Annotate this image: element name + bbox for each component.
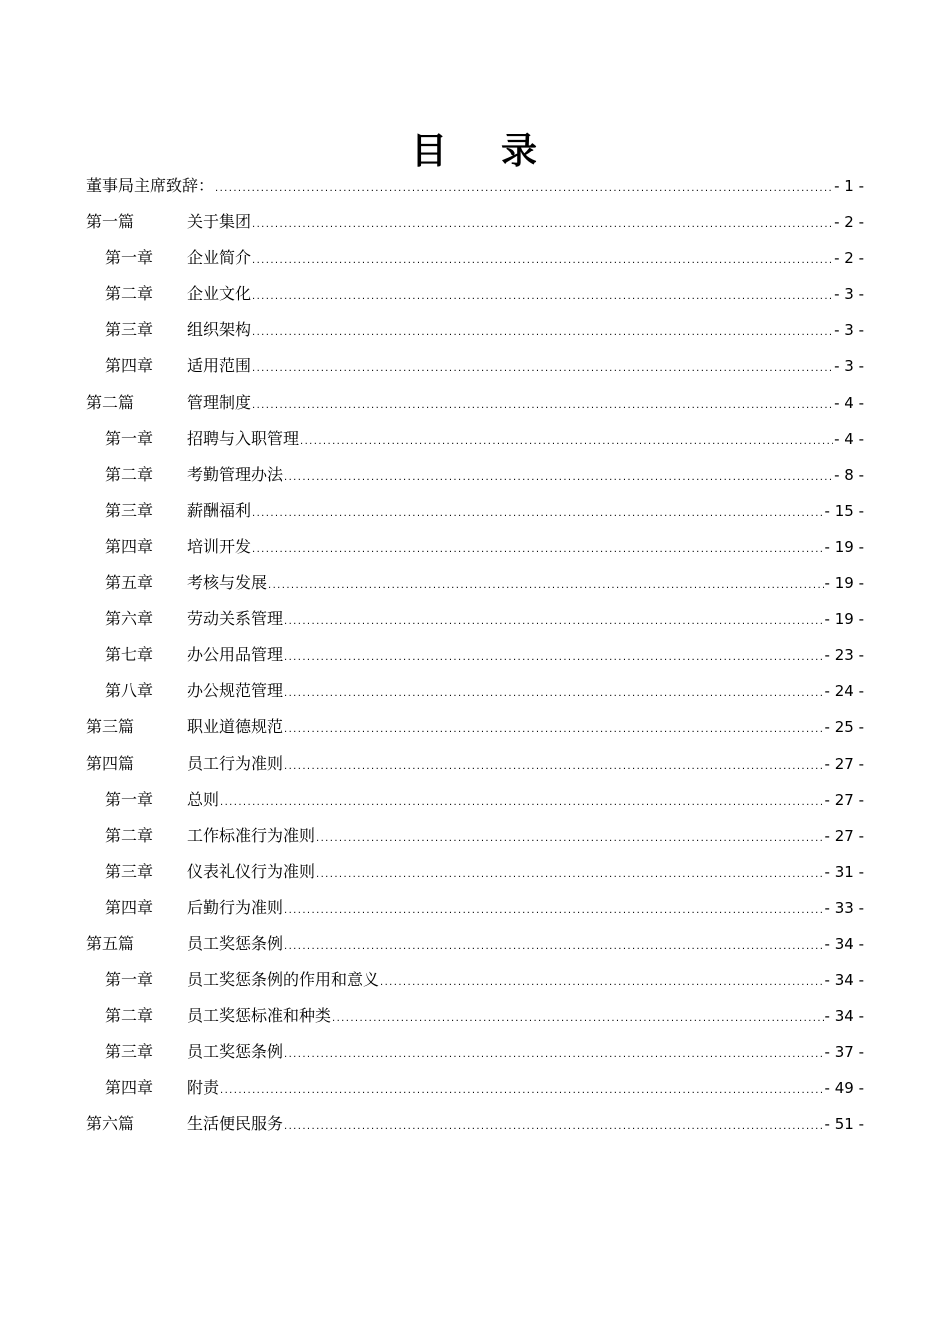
toc-title-char-2: 录 — [501, 130, 540, 172]
toc-entry-title: 办公用品管理 — [187, 645, 284, 665]
toc-entry-title: 薪酬福利 — [187, 500, 252, 520]
toc-entry-title: 招聘与入职管理 — [187, 428, 300, 448]
toc-entry-title: 办公规范管理 — [187, 681, 284, 701]
toc-entry-page: - 37 - — [824, 1043, 864, 1062]
toc-entry[interactable] — [86, 529, 864, 565]
toc-dot-leader — [284, 749, 824, 785]
toc-entry[interactable] — [86, 746, 864, 782]
toc-dot-leader — [252, 243, 833, 279]
toc-dot-leader — [252, 532, 824, 568]
toc-entry-label: 第六章 — [105, 609, 154, 629]
toc-entry-title: 工作标准行为准则 — [187, 825, 316, 845]
toc-entry[interactable] — [86, 673, 864, 709]
toc-entry-title: 后勤行为准则 — [187, 897, 284, 917]
toc-entry[interactable] — [86, 890, 864, 926]
toc-dot-leader — [316, 821, 824, 857]
toc-entry-label: 第二章 — [105, 284, 154, 304]
toc-entry[interactable] — [86, 637, 864, 673]
toc-entry-label: 第三章 — [105, 500, 154, 520]
toc-entry[interactable] — [86, 782, 864, 818]
toc-entry-title: 员工奖惩条例的作用和意义 — [187, 970, 380, 990]
toc-entry-title: 生活便民服务 — [187, 1114, 284, 1134]
toc-entry-title: 仪表礼仪行为准则 — [187, 861, 316, 881]
toc-entry-page: - 34 - — [824, 1007, 864, 1026]
toc-entry-label: 第三章 — [105, 1042, 154, 1062]
toc-entry-page: - 3 - — [834, 321, 864, 340]
toc-entry-title: 培训开发 — [187, 536, 252, 556]
toc-entry-page: - 3 - — [834, 357, 864, 376]
toc-entry-label: 第一篇 — [86, 212, 135, 232]
toc-entry-title: 员工行为准则 — [187, 753, 284, 773]
toc-entry-page: - 34 - — [824, 934, 864, 953]
toc-dot-leader — [284, 460, 833, 496]
toc-entry[interactable] — [86, 385, 864, 421]
toc-entry-label: 第八章 — [105, 681, 154, 701]
toc-entry[interactable] — [86, 493, 864, 529]
toc-entry-page: - 31 - — [824, 862, 864, 881]
toc-entry-title: 职业道德规范 — [187, 717, 284, 737]
toc-dot-leader — [284, 893, 824, 929]
toc-entry-title: 组织架构 — [187, 320, 252, 340]
toc-entry-label: 第一章 — [105, 789, 154, 809]
toc-entry-label: 第二篇 — [86, 392, 135, 412]
toc-dot-leader — [252, 388, 833, 424]
toc-entry-title: 员工奖惩标准和种类 — [187, 1006, 332, 1026]
toc-entry-page: - 23 - — [824, 646, 864, 665]
toc-entry-label: 第二章 — [105, 1006, 154, 1026]
toc-entry-label: 第四章 — [105, 897, 154, 917]
toc-entry-title: 员工奖惩条例 — [187, 933, 284, 953]
toc-entry-title: 劳动关系管理 — [187, 609, 284, 629]
toc-entry[interactable] — [86, 926, 864, 962]
toc-dot-leader — [332, 1001, 824, 1037]
toc-dot-leader — [284, 712, 824, 748]
toc-entry-label: 第一章 — [105, 428, 154, 448]
toc-entry-title: 管理制度 — [187, 392, 252, 412]
toc-entry-page: - 3 - — [834, 285, 864, 304]
toc-dot-leader — [316, 857, 824, 893]
toc-entry-title: 附责 — [187, 1078, 220, 1098]
toc-entry[interactable] — [86, 818, 864, 854]
toc-entry-title: 考核与发展 — [187, 573, 268, 593]
toc-entry-page: - 4 - — [834, 429, 864, 448]
toc-entry-page: - 24 - — [824, 682, 864, 701]
toc-dot-leader — [215, 171, 833, 207]
toc-dot-leader — [252, 279, 833, 315]
toc-entry-page: - 2 - — [834, 249, 864, 268]
toc-entry-title: 关于集团 — [187, 212, 252, 232]
toc-title-char-1: 目 — [410, 130, 449, 172]
toc-entry[interactable] — [86, 240, 864, 276]
toc-entry[interactable] — [86, 709, 864, 745]
toc-entry-title: 员工奖惩条例 — [187, 1042, 284, 1062]
toc-entry[interactable] — [86, 312, 864, 348]
toc-entry-page: - 25 - — [824, 718, 864, 737]
toc-entry-page: - 27 - — [824, 790, 864, 809]
toc-entry-label: 第一章 — [105, 248, 154, 268]
toc-entry[interactable] — [86, 1106, 864, 1142]
toc-entry[interactable] — [86, 962, 864, 998]
toc-entry[interactable] — [86, 421, 864, 457]
toc-entry-title: 企业简介 — [187, 248, 252, 268]
toc-entry-page: - 51 - — [824, 1115, 864, 1134]
toc-entry[interactable] — [86, 601, 864, 637]
toc-dot-leader — [300, 424, 833, 460]
toc-dot-leader — [268, 568, 824, 604]
toc-entry-title: 适用范围 — [187, 356, 252, 376]
toc-entry-page: - 15 - — [824, 501, 864, 520]
toc-entry-label: 第三章 — [105, 861, 154, 881]
toc-entry[interactable] — [86, 854, 864, 890]
toc-entry[interactable] — [86, 348, 864, 384]
toc-entry-label: 第四章 — [105, 536, 154, 556]
toc-entry-label: 董事局主席致辞： — [86, 176, 215, 195]
toc-dot-leader — [284, 604, 824, 640]
toc-dot-leader — [220, 1073, 824, 1109]
toc-dot-leader — [252, 207, 833, 243]
toc-entry-label: 第五章 — [105, 573, 154, 593]
toc-entry-label: 第三篇 — [86, 717, 135, 737]
toc-entry[interactable] — [86, 565, 864, 601]
toc-entry[interactable] — [86, 276, 864, 312]
toc-entry-page: - 2 - — [834, 213, 864, 232]
toc-dot-leader — [284, 929, 824, 965]
toc-entry[interactable] — [86, 1034, 864, 1070]
toc-entry[interactable] — [86, 457, 864, 493]
toc-entry-title: 总则 — [187, 789, 220, 809]
toc-entry-page: - 49 - — [824, 1079, 864, 1098]
toc-entry-label: 第二章 — [105, 464, 154, 484]
toc-entry-title: 考勤管理办法 — [187, 464, 284, 484]
toc-entry-page: - 8 - — [834, 465, 864, 484]
toc-entry[interactable] — [86, 1070, 864, 1106]
toc-entry-label: 第二章 — [105, 825, 154, 845]
toc-dot-leader — [252, 315, 833, 351]
toc-dot-leader — [284, 1037, 824, 1073]
toc-entry-page: - 19 - — [824, 537, 864, 556]
toc-entry[interactable] — [86, 998, 864, 1034]
toc-entry-label: 第五篇 — [86, 933, 135, 953]
toc-list — [86, 168, 864, 1143]
toc-entry-page: - 27 - — [824, 754, 864, 773]
toc-entry-page: - 27 - — [824, 826, 864, 845]
toc-entry-page: - 4 - — [834, 393, 864, 412]
toc-entry[interactable] — [86, 168, 864, 204]
toc-entry-label: 第六篇 — [86, 1114, 135, 1134]
toc-entry-page: - 34 - — [824, 971, 864, 990]
toc-entry-title: 企业文化 — [187, 284, 252, 304]
toc-entry-label: 第四章 — [105, 1078, 154, 1098]
toc-dot-leader — [284, 1109, 824, 1145]
toc-entry-label: 第一章 — [105, 970, 154, 990]
toc-dot-leader — [252, 351, 833, 387]
toc-entry-page: - 19 - — [824, 610, 864, 629]
toc-entry-label: 第三章 — [105, 320, 154, 340]
toc-entry-page: - 33 - — [824, 898, 864, 917]
toc-entry-label: 第四篇 — [86, 753, 135, 773]
toc-entry[interactable] — [86, 204, 864, 240]
toc-dot-leader — [284, 640, 824, 676]
toc-entry-label: 第七章 — [105, 645, 154, 665]
toc-dot-leader — [252, 496, 824, 532]
toc-dot-leader — [220, 785, 824, 821]
toc-entry-page: - 1 - — [834, 177, 864, 195]
toc-dot-leader — [284, 676, 824, 712]
toc-dot-leader — [380, 965, 824, 1001]
toc-entry-page: - 19 - — [824, 574, 864, 593]
toc-entry-label: 第四章 — [105, 356, 154, 376]
